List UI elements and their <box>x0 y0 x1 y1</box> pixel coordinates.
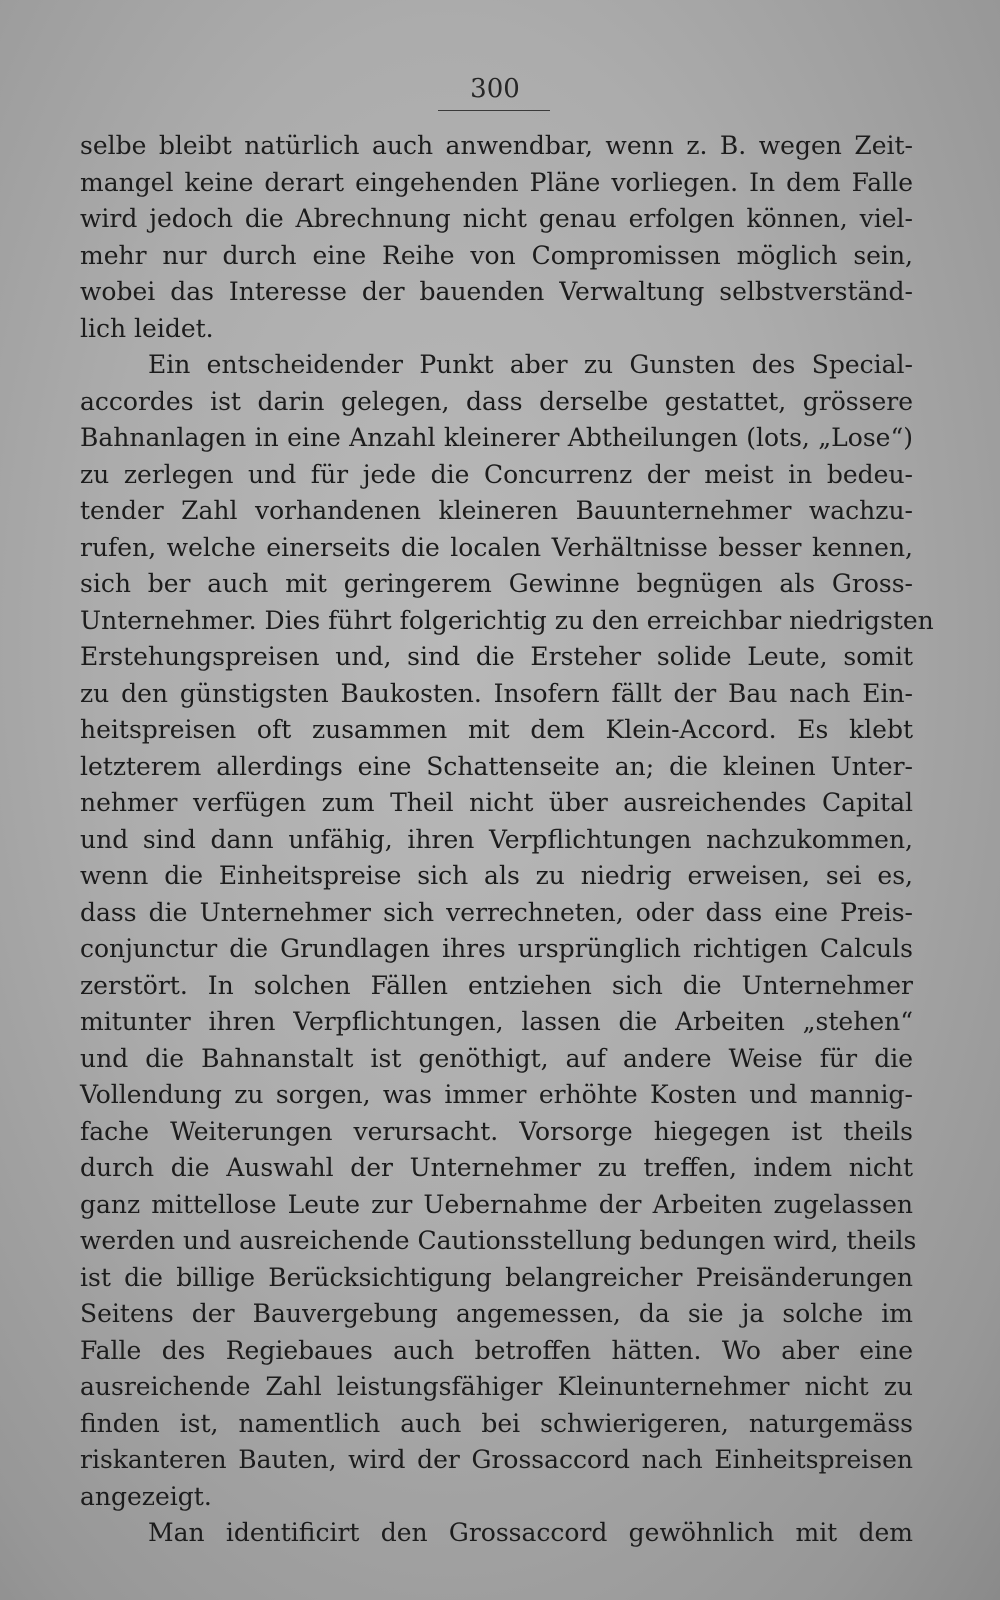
text-line: ist die billige Berücksichtigung belangreicher Preisänderungen <box>80 1262 913 1292</box>
text-line: Falle des Regiebaues auch betroffen hätten. Wo aber eine <box>80 1335 913 1365</box>
text-line: wobei das Interesse der bauenden Verwaltung selbstverständ- <box>80 277 913 306</box>
text-line: durch die Auswahl der Unternehmer zu treffen, indem nicht <box>80 1153 913 1182</box>
text-line: zu zerlegen und für jede die Concurrenz der meist in bedeu- <box>80 459 913 489</box>
text-line: conjunctur die Grundlagen ihres ursprünglich richtigen Calculs <box>80 934 913 963</box>
text-line: Erstehungspreisen und, sind die Ersteher solide Leute, somit <box>80 642 913 671</box>
text-line: wenn die Einheitspreise sich als zu niedrig erweisen, sei es, <box>80 861 913 890</box>
text-line: wird jedoch die Abrechnung nicht genau erfolgen können, viel- <box>80 204 913 233</box>
text-line: angezeigt. <box>80 1481 212 1511</box>
body-text <box>80 128 934 1552</box>
paragraph-first-line: Man identificirt den Grossaccord gewöhnlich mit dem <box>148 1518 913 1547</box>
text-line: dass die Unternehmer sich verrechneten, oder dass eine Preis- <box>80 897 913 927</box>
text-line: werden und ausreichende Cautionsstellung bedungen wird, theils <box>80 1226 917 1255</box>
text-line: lich leidet. <box>80 313 214 343</box>
text-line: mangel keine derart eingehenden Pläne vorliegen. In dem Falle <box>80 167 913 197</box>
text-line: heitspreisen oft zusammen mit dem Klein-Accord. Es klebt <box>80 715 913 744</box>
text-line: nehmer verfügen zum Theil nicht über ausreichendes Capital <box>80 788 913 817</box>
text-line: selbe bleibt natürlich auch anwendbar, wenn z. B. wegen Zeit- <box>80 131 913 160</box>
page-number: 300 <box>470 74 520 104</box>
text-line: tender Zahl vorhandenen kleineren Bauunternehmer wachzu- <box>80 496 913 525</box>
text-line: accordes ist darin gelegen, dass derselbe gestattet, grössere <box>80 386 913 416</box>
text-line: mitunter ihren Verpflichtungen, lassen die Arbeiten „stehen“ <box>80 1007 913 1036</box>
text-line: letzterem allerdings eine Schattenseite an; die kleinen Unter- <box>80 751 913 781</box>
text-line: finden ist, namentlich auch bei schwierigeren, naturgemäss <box>80 1408 913 1438</box>
text-line: und sind dann unfähig, ihren Verpflichtungen nachzukommen, <box>80 824 913 854</box>
text-line: Seitens der Bauvergebung angemessen, da sie ja solche im <box>80 1299 913 1328</box>
text-line: ausreichende Zahl leistungsfähiger Kleinunternehmer nicht zu <box>80 1372 913 1401</box>
page-number-rule <box>438 110 550 111</box>
text-line: riskanteren Bauten, wird der Grossaccord nach Einheitspreisen <box>80 1445 913 1474</box>
text-line: fache Weiterungen verursacht. Vorsorge hiegegen ist theils <box>80 1116 913 1146</box>
text-line: sich ber auch mit geringerem Gewinne begnügen als Gross- <box>80 569 913 598</box>
text-line: mehr nur durch eine Reihe von Compromissen möglich sein, <box>80 240 913 270</box>
text-line: rufen, welche einerseits die localen Verhältnisse besser kennen, <box>80 532 913 562</box>
text-line: und die Bahnanstalt ist genöthigt, auf andere Weise für die <box>80 1043 913 1073</box>
text-line: zerstört. In solchen Fällen entziehen sich die Unternehmer <box>80 970 913 1000</box>
text-line: ganz mittellose Leute zur Uebernahme der Arbeiten zugelassen <box>80 1189 913 1219</box>
text-line: Unternehmer. Dies führt folgerichtig zu den erreichbar niedrigsten <box>80 605 934 635</box>
paragraph-first-line: Ein entscheidender Punkt aber zu Gunsten des Special- <box>148 350 913 379</box>
text-line: Bahnanlagen in eine Anzahl kleinerer Abtheilungen (lots, „Lose“) <box>80 423 913 452</box>
text-line: Vollendung zu sorgen, was immer erhöhte Kosten und mannig- <box>80 1080 913 1109</box>
text-line: zu den günstigsten Baukosten. Insofern fällt der Bau nach Ein- <box>80 678 913 708</box>
